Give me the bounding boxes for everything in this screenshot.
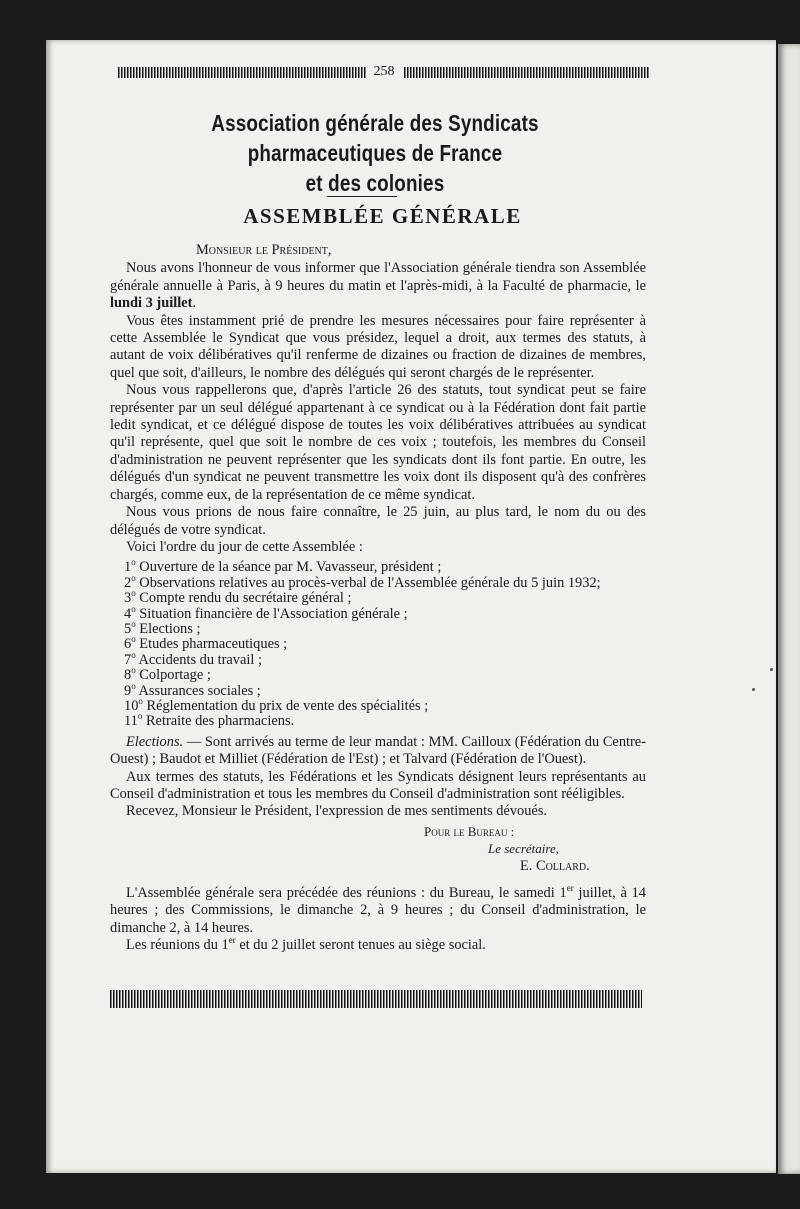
- title-divider: [327, 196, 397, 197]
- next-page-edge: [778, 44, 800, 1174]
- letter-body: [110, 242, 646, 955]
- header-rule-left: [118, 67, 366, 78]
- paragraph-meetings: L'Assemblée générale sera précédée des réunions : du Bureau, le samedi 1er juillet, à 14 heures ; des Commissions, le dimanche 2, à 9 heures ; du Conseil d'administration, le dimanche 2, à 14 heures.: [110, 883, 646, 936]
- agenda-item: 8$^o$ Colportage ;: [124, 665, 211, 684]
- meeting-date: lundi 3 juillet: [110, 295, 193, 312]
- paragraph-closing: Recevez, Monsieur le Président, l'expression de mes sentiments dévoués.: [126, 803, 548, 820]
- footer-rule: [110, 990, 642, 1008]
- agenda-item: 11$^o$ Retraite des pharmaciens.: [124, 711, 295, 730]
- agenda-list: [124, 557, 646, 730]
- salutation: Monsieur le Président,: [196, 242, 332, 258]
- paragraph-statutes: Aux termes des statuts, les Fédérations et les Syndicats désignent leurs représentants au Conseil d'administration et tous les membres du Conseil d'administration sont rééligibles.: [110, 768, 646, 802]
- elections-label: Elections.: [126, 733, 184, 750]
- page-header: [118, 64, 650, 80]
- paragraph-elections: Elections. — Sont arrivés au terme de leur mandat : MM. Cailloux (Fédération du Centre-Ouest) ; Baudot et Milliet (Fédération de l'Est) ; et Talvard (Fédération de l'Ouest).: [110, 733, 646, 768]
- agenda-item: 5$^o$ Elections ;: [124, 619, 201, 637]
- paragraph-venue: Les réunions du 1er et du 2 juillet seront tenues au siège social.: [126, 935, 486, 954]
- paragraph-invitation: Nous avons l'honneur de vous informer que l'Association générale tiendra son Assemblée générale annuelle à Paris, à 9 heures du matin et l'après-midi, à la Faculté de pharmacie, le lundi 3 juillet.: [110, 260, 646, 312]
- paragraph-article-26: Nous vous rappellerons que, d'après l'article 26 des statuts, tout syndicat peut se faire représenter par un seul délégué appartenant à ce syndicat ou à la Fédération dont fait partie ledit syndicat, et ce délégué dispose de toutes les voix délibératives attribuées au syndicat qu'il représente, quel que soit le nombre de ces voix ; toutefois, les membres du Conseil d'administration ne peuvent représenter que les syndicats dont ils font partie. En outre, les délégués d'un syndicat ne peuvent transmettre les voix dont ils disposent qu'à des confrères chargés, comme eux, de la représentation de ce même syndicat.: [110, 382, 646, 503]
- agenda-item: 3$^o$ Compte rendu du secrétaire général ;: [124, 588, 352, 607]
- document-title: [133, 108, 617, 198]
- page-number: 258: [373, 64, 395, 79]
- agenda-item: 7$^o$ Accidents du travail ;: [124, 649, 262, 668]
- agenda-item: 2$^o$ Observations relatives au procès-verbal de l'Assemblée générale du 5 juin 1932;: [124, 572, 601, 591]
- agenda-item: 9$^o$ Assurances sociales ;: [124, 680, 261, 699]
- section-heading: ASSEMBLÉE GÉNÉRALE: [243, 204, 522, 228]
- signature-role: Le secrétaire,: [488, 841, 559, 857]
- title-line-1: Association générale des Syndicats pharmaceutiques de France: [211, 110, 539, 166]
- paragraph-deadline: Nous vous prions de nous faire connaître, le 25 juin, au plus tard, le nom du ou des délégués de votre syndicat.: [110, 504, 646, 538]
- agenda-item: 1$^o$ Ouverture de la séance par M. Vavasseur, président ;: [124, 557, 442, 576]
- header-rule-right: [404, 67, 650, 78]
- paragraph-agenda-intro: Voici l'ordre du jour de cette Assemblée :: [126, 538, 363, 555]
- title-line-2: et des colonies: [305, 170, 445, 196]
- signature-for-bureau: Pour le Bureau :: [424, 823, 515, 839]
- agenda-item: 10$^o$ Réglementation du prix de vente des spécialités ;: [124, 696, 429, 714]
- paragraph-representation: Vous êtes instamment prié de prendre les mesures nécessaires pour faire représenter à cette Assemblée le Syndicat que vous présidez, lequel a droit, aux termes des statuts, à autant de voix délibératives qu'il renferme de dizaines ou fraction de dizaines de membres, quel que soit, d'ailleurs, le nombre des délégués qui seront chargés de le représenter.: [110, 312, 646, 381]
- agenda-item: 4$^o$ Situation financière de l'Association générale ;: [124, 603, 408, 622]
- signature-name: E. Collard.: [520, 857, 590, 874]
- agenda-item: 6$^o$ Etudes pharmaceutiques ;: [124, 634, 288, 653]
